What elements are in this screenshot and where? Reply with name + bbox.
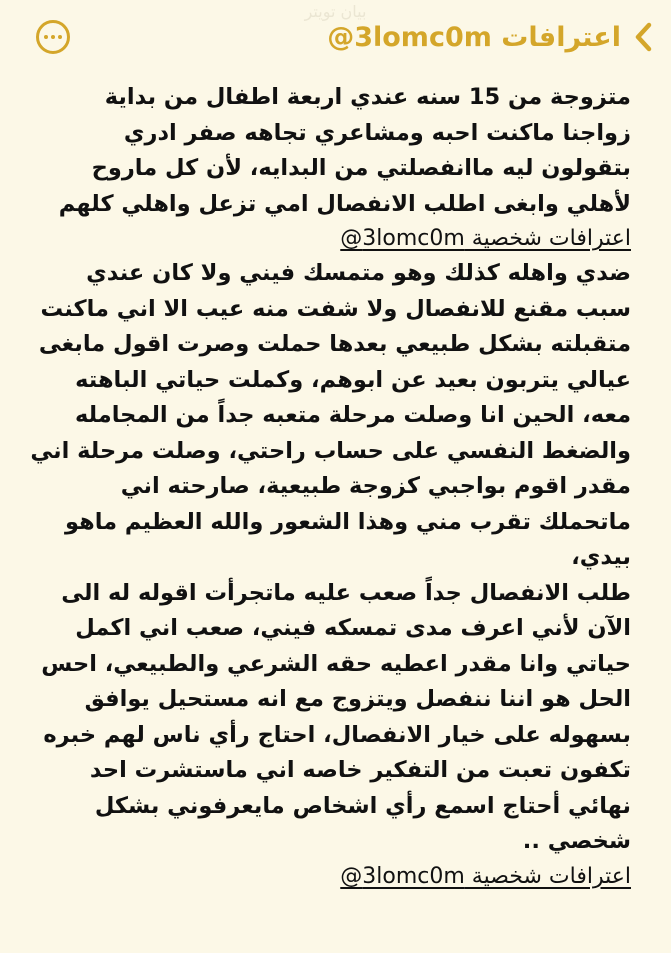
more-options-button[interactable] [36, 20, 70, 54]
note-paragraph-2: ضدي واهله كذلك وهو متمسك فيني ولا كان عندي سبب مقنع للانفصال ولا شفت منه عيب الا اني ماكنت متقبلته بشكل طبيعي بعدها حملت وصرت اقول مابغى عيالي يتربون بعيد عن ابوهم، وكملت حياتي الباهته معه، الحين انا وصلت مرحلة متعبه جداً من المجامله والضغط النفسي على حساب راحتي، وصلت مرحلة اني مقدر اقوم بواجبي كزوجة طبيعية، صارحته اني ماتحملك تقرب مني وهذا الشعور والله العظيم ماهو بيدي، [30, 260, 631, 570]
chevron-left-icon [635, 22, 653, 52]
note-body[interactable] [30, 80, 631, 894]
more-icon-dot [58, 35, 62, 39]
navigation-bar [0, 0, 671, 78]
note-paragraph-1: متزوجة من 15 سنه عندي اربعة اطفال من بداية زواجنا ماكنت احبه ومشاعري تجاهه صفر ادري بتقولون ليه ماانفصلتي من البدايه، لأن كل ماروح لأهلي وابغى اطلب الانفصال امي تزعل واهلي كلهم [58, 84, 631, 217]
back-button[interactable] [327, 14, 653, 60]
more-icon [44, 35, 48, 39]
faint-header-title: بيان تويتر [304, 2, 367, 21]
more-icon-dot [51, 35, 55, 39]
note-paragraph-3: طلب الانفصال جداً صعب عليه ماتجرأت اقوله له الى الآن لأني اعرف مدى تمسكه فيني، صعب اني اكمل حياتي وانا مقدر اعطيه حقه الشرعي والطبيعي، احس الحل هو اننا ننفصل ويتزوج مع انه مستحيل يوافق بسهوله على خيار الانفصال، احتاج رأي ناس لهم خبره تكفون تعبت من التفكير خاصه اني ماستشرت احد نهائي أحتاج اسمع رأي اشخاص مايعرفوني بشكل شخصي .. [41, 579, 631, 854]
note-signature-1: اعترافات شخصية 3lomc0m@ [340, 226, 631, 251]
note-signature-2: اعترافات شخصية 3lomc0m@ [340, 863, 631, 889]
notes-folder-title: اعترافات 3lomc0m@ [327, 21, 621, 53]
